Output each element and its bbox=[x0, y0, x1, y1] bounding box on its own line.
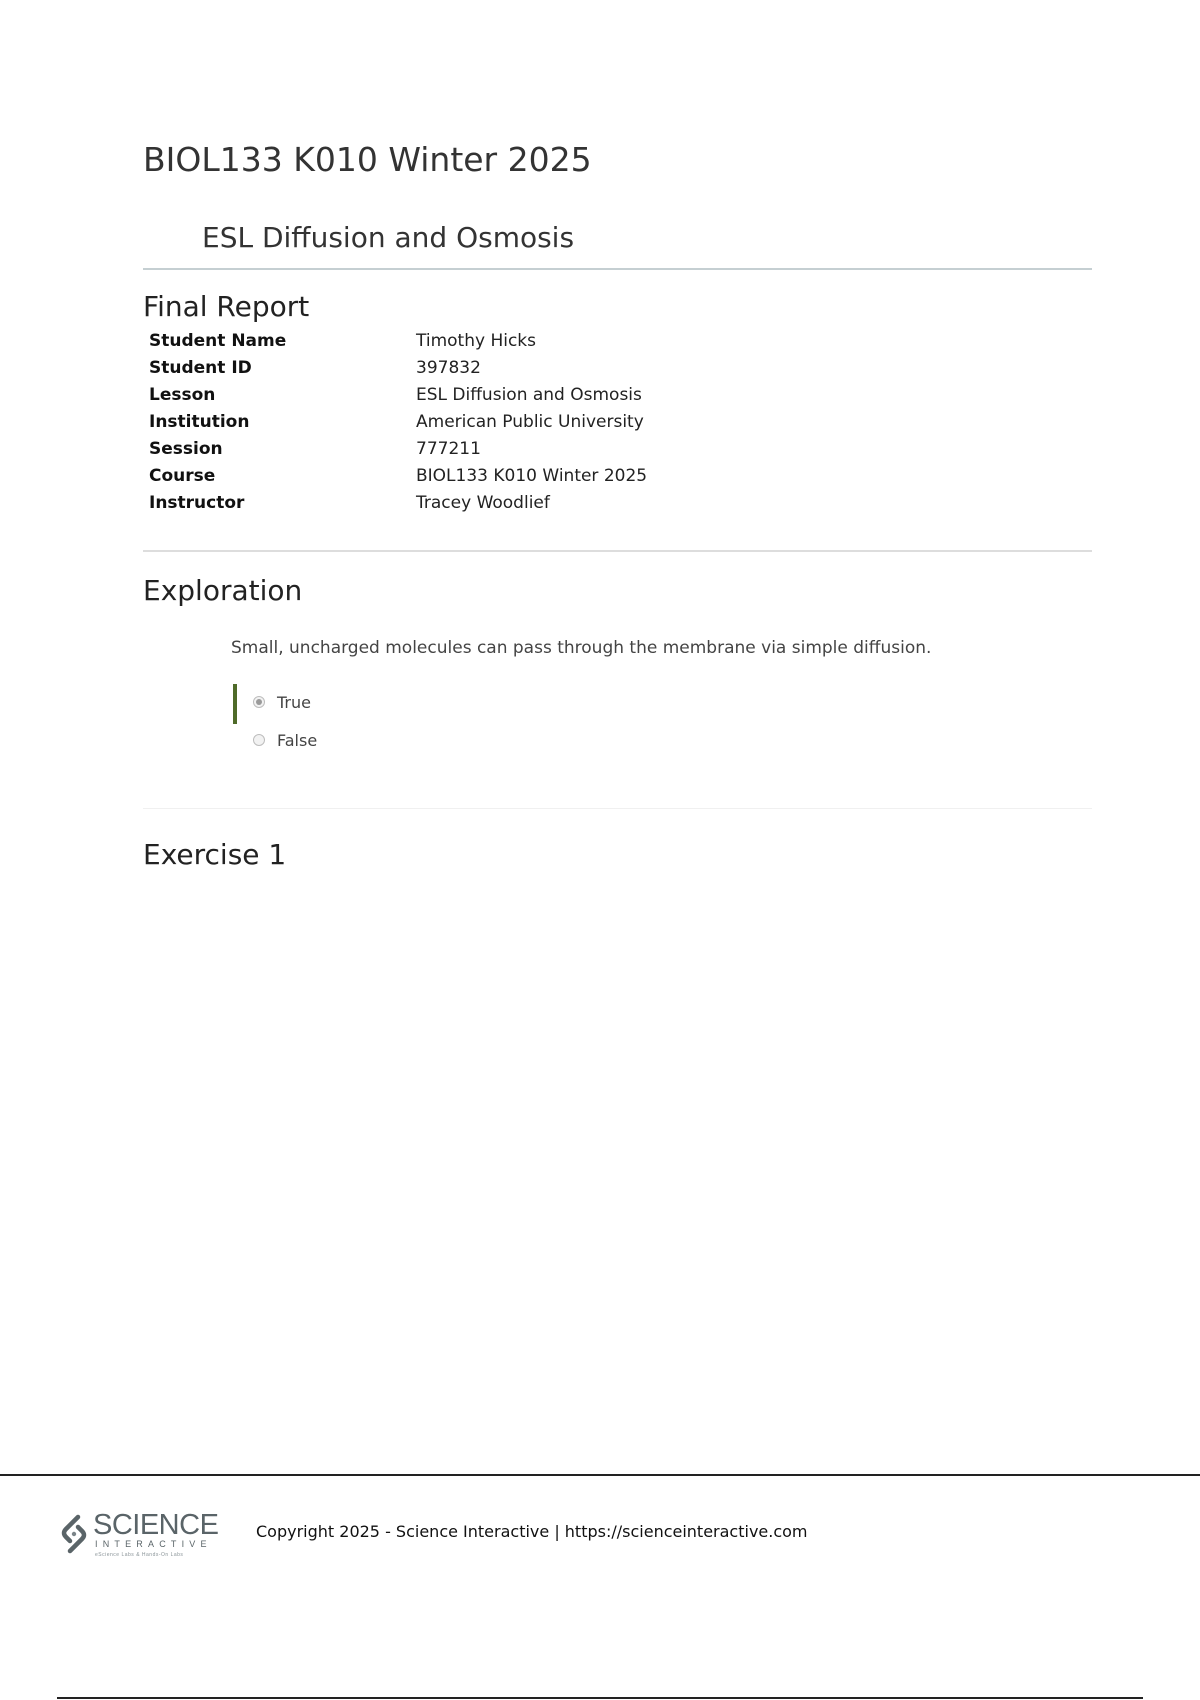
info-value: BIOL133 K010 Winter 2025 bbox=[416, 466, 648, 486]
option-false[interactable] bbox=[253, 728, 317, 752]
info-label: Session bbox=[149, 439, 223, 459]
info-value: Timothy Hicks bbox=[416, 331, 537, 351]
info-value: 777211 bbox=[416, 439, 481, 459]
option-true[interactable] bbox=[253, 690, 311, 714]
info-label: Course bbox=[149, 466, 216, 486]
info-row-student-name bbox=[149, 328, 949, 355]
info-label: Lesson bbox=[149, 385, 216, 405]
footer-bottom-divider bbox=[57, 1697, 1143, 1699]
info-value: ESL Diffusion and Osmosis bbox=[416, 385, 642, 405]
info-row-instructor bbox=[149, 490, 949, 517]
info-value: American Public University bbox=[416, 412, 644, 432]
selected-answer-indicator bbox=[233, 684, 237, 724]
logo-mark-icon bbox=[58, 1514, 90, 1554]
info-label: Instructor bbox=[149, 493, 245, 513]
section-divider bbox=[143, 550, 1092, 552]
student-info-table bbox=[149, 328, 949, 517]
header-divider bbox=[143, 268, 1092, 270]
info-value: 397832 bbox=[416, 358, 481, 378]
logo-subtitle: INTERACTIVE bbox=[95, 1539, 212, 1549]
lesson-title: ESL Diffusion and Osmosis bbox=[202, 221, 575, 254]
info-row-lesson bbox=[149, 382, 949, 409]
info-row-institution bbox=[149, 409, 949, 436]
footer-divider bbox=[0, 1474, 1200, 1476]
info-label: Student Name bbox=[149, 331, 287, 351]
option-label: True bbox=[277, 692, 311, 712]
exploration-heading: Exploration bbox=[143, 574, 303, 607]
radio-true[interactable] bbox=[253, 696, 265, 708]
info-row-student-id bbox=[149, 355, 949, 382]
option-label: False bbox=[277, 730, 318, 750]
exercise-1-heading: Exercise 1 bbox=[143, 838, 287, 871]
logo-wordmark: SCIENCE bbox=[93, 1509, 219, 1541]
final-report-heading: Final Report bbox=[143, 290, 310, 323]
course-title: BIOL133 K010 Winter 2025 bbox=[143, 140, 592, 179]
info-row-course bbox=[149, 463, 949, 490]
radio-false[interactable] bbox=[253, 734, 265, 746]
copyright-text: Copyright 2025 - Science Interactive | https://scienceinteractive.com bbox=[256, 1522, 808, 1541]
section-divider-light bbox=[143, 808, 1092, 809]
info-value: Tracey Woodlief bbox=[416, 493, 550, 513]
logo-tagline: eScience Labs & Hands-On Labs bbox=[95, 1552, 184, 1558]
science-interactive-logo bbox=[58, 1509, 219, 1560]
question-text: Small, uncharged molecules can pass through the membrane via simple diffusion. bbox=[231, 638, 932, 658]
info-row-session bbox=[149, 436, 949, 463]
info-label: Student ID bbox=[149, 358, 252, 378]
info-label: Institution bbox=[149, 412, 250, 432]
